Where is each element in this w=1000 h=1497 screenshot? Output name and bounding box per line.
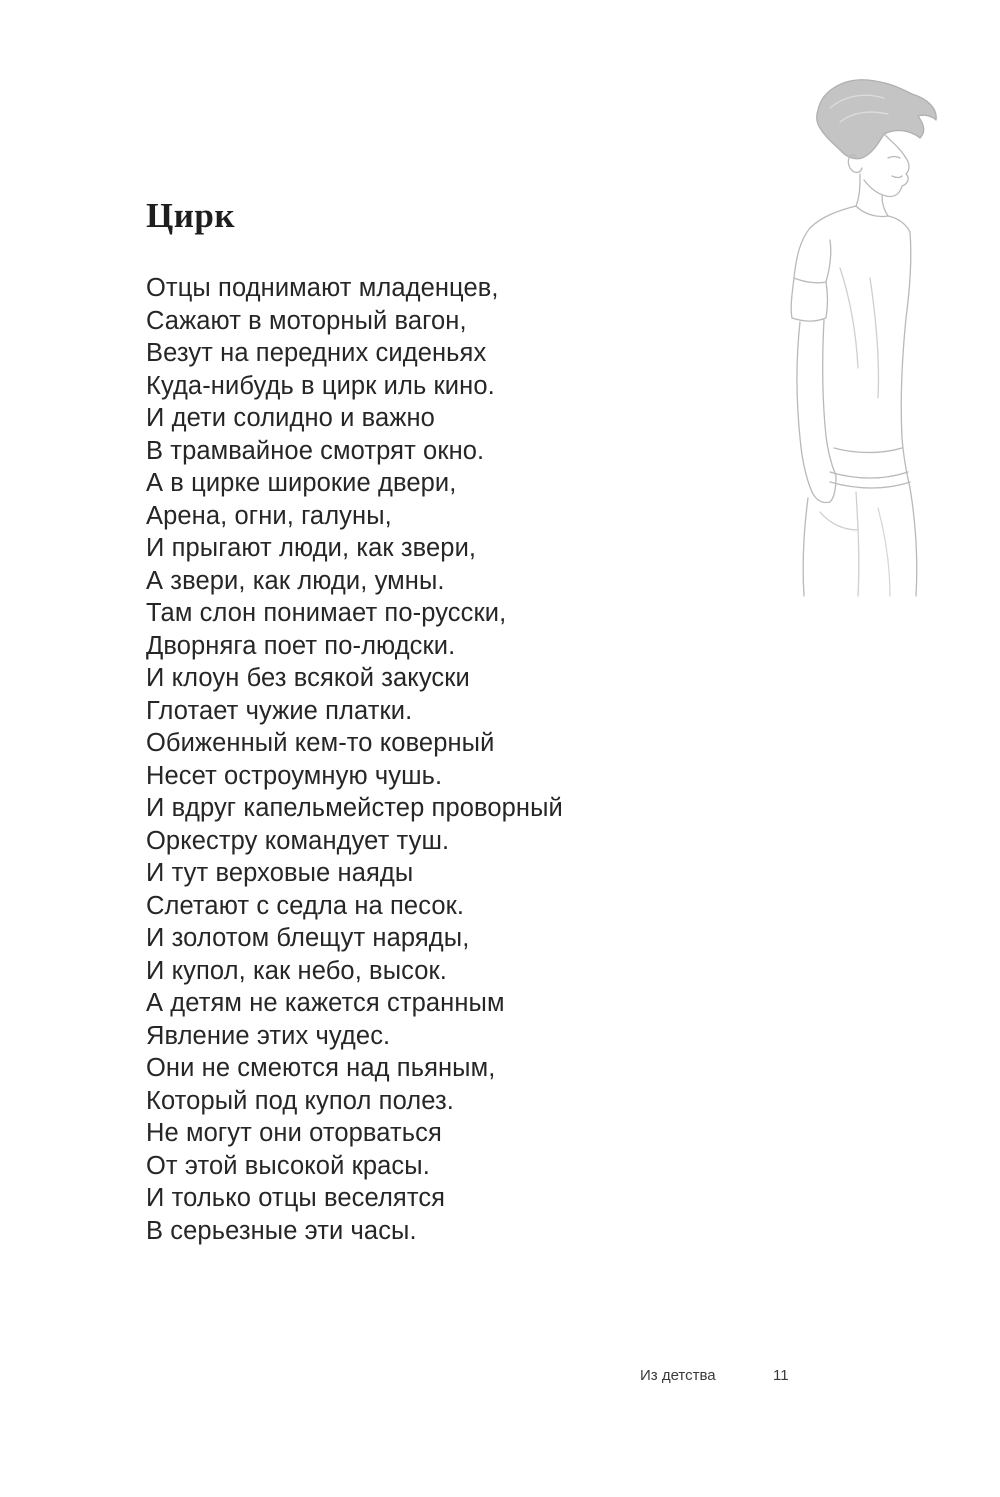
poem-title: Цирк	[146, 196, 236, 235]
poem-line: Везут на передних сиденьях	[146, 339, 487, 367]
poem-line: А в цирке широкие двери,	[146, 469, 457, 497]
poem-line: И купол, как небо, высок.	[146, 956, 447, 985]
poem-line: И только отцы веселятся	[146, 1184, 446, 1212]
poem-line: Отцы поднимают младенцев,	[146, 274, 499, 302]
poem-line: Слетают с седла на песок.	[146, 891, 465, 920]
poem-line: Они не смеются над пьяным,	[146, 1054, 496, 1082]
poem-line: Там слон понимает по-русски,	[146, 599, 507, 627]
poem-line: Куда-нибудь в цирк иль кино.	[146, 371, 495, 400]
poem-line: Дворняга поет по-людски.	[146, 631, 456, 660]
poem-line: А детям не кажется странным	[146, 989, 505, 1017]
poem-line: И прыгают люди, как звери,	[146, 534, 477, 562]
poem-body	[146, 272, 563, 1247]
poem-line: Не могут они оторваться	[146, 1119, 442, 1147]
running-footer-section: Из детства	[640, 1367, 716, 1384]
poem-line: И клоун без всякой закуски	[146, 664, 470, 692]
poem-line: Несет остроумную чушь.	[146, 761, 443, 790]
poem-line: И дети солидно и важно	[146, 404, 435, 432]
poem-line: В серьезные эти часы.	[146, 1216, 417, 1245]
poem-line: Обиженный кем-то коверный	[146, 729, 495, 757]
poem-line: И вдруг капельмейстер проворный	[146, 794, 563, 822]
poem-line: Сажают в моторный вагон,	[146, 306, 467, 335]
poem-line: А звери, как люди, умны.	[146, 566, 445, 595]
poem-line: Который под купол полез.	[146, 1086, 454, 1115]
poem-line: И золотом блещут наряды,	[146, 924, 470, 952]
page-number: 11	[773, 1367, 789, 1384]
poem-line: От этой высокой красы.	[146, 1151, 430, 1180]
poem-line: В трамвайное смотрят окно.	[146, 436, 485, 465]
poem-line: И тут верховые наяды	[146, 859, 414, 887]
poem-line: Глотает чужие платки.	[146, 696, 413, 725]
young-man-sketch-icon	[760, 68, 990, 598]
poem-line: Явление этих чудес.	[146, 1021, 391, 1050]
poem-line: Арена, огни, галуны,	[146, 501, 392, 530]
hair-shape	[817, 80, 937, 159]
poem-line: Оркестру командует туш.	[146, 826, 450, 855]
